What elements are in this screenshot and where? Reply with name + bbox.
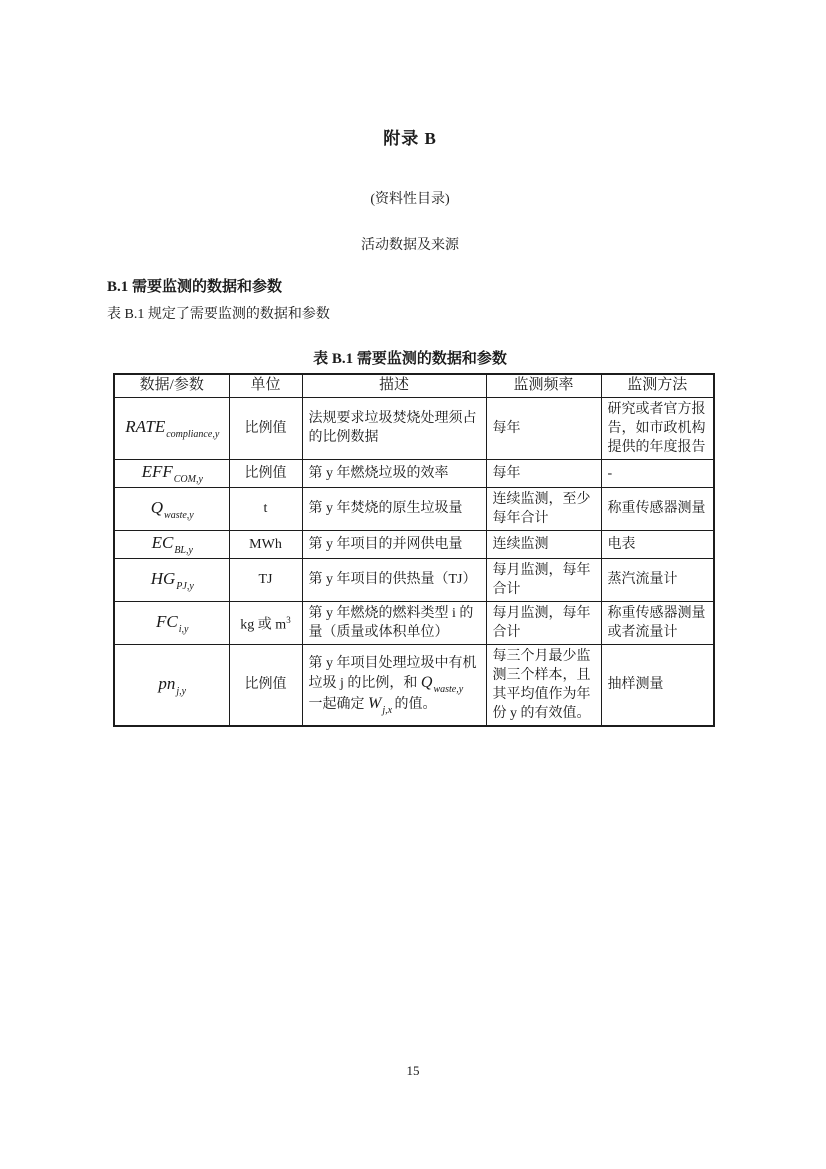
description-cell <box>302 644 486 726</box>
method-cell: 蒸汽流量计 <box>601 558 714 601</box>
table-row <box>114 644 714 726</box>
unit-cell: 比例值 <box>229 644 302 726</box>
frequency-cell: 连续监测 <box>486 530 601 558</box>
w-jx-formula: $W_{j,x}$ <box>368 695 393 716</box>
description-cell: 第 y 年项目的并网供电量 <box>302 530 486 558</box>
frequency-cell: 连续监测，至少每年合计 <box>486 487 601 530</box>
unit-cell: TJ <box>229 558 302 601</box>
section-intro: 表 B.1 规定了需要监测的数据和参数 <box>107 307 330 322</box>
frequency-cell: 每年 <box>486 397 601 459</box>
appendix-title: 附录 B <box>383 129 437 148</box>
parameter-formula: $FC_{i,y}$ <box>156 611 189 635</box>
description-text: 的值。 <box>391 697 437 712</box>
parameter-formula: $HG_{PJ,y}$ <box>150 568 194 592</box>
description-cell: 第 y 年燃烧垃圾的效率 <box>302 459 486 487</box>
parameter-formula: $EFF_{COM,y}$ <box>141 462 203 485</box>
description-text: 一起确定 <box>308 697 368 712</box>
method-cell: 抽样测量 <box>601 644 714 726</box>
unit-cell: kg 或 $m^3$ <box>229 601 302 644</box>
table-header-row <box>114 374 714 397</box>
param-cell <box>114 530 229 558</box>
param-cell <box>114 558 229 601</box>
frequency-cell: 每月监测，每年合计 <box>486 601 601 644</box>
frequency-cell: 每三个月最少监测三个样本，且其平均值作为年份 y 的有效值。 <box>486 644 601 726</box>
unit-cell: MWh <box>229 530 302 558</box>
description-cell: 法规要求垃圾焚烧处理须占的比例数据 <box>302 397 486 459</box>
table-row <box>114 601 714 644</box>
description-cell: 第 y 年燃烧的燃料类型 i 的量（质量或体积单位） <box>302 601 486 644</box>
subtitle-topic: 活动数据及来源 <box>361 238 459 253</box>
table-row <box>114 558 714 601</box>
subtitle-informative: (资料性目录) <box>370 192 450 207</box>
param-cell <box>114 644 229 726</box>
header-unit: 单位 <box>229 374 302 397</box>
table-row <box>114 530 714 558</box>
header-data-parameter: 数据/参数 <box>114 374 229 397</box>
parameter-formula: $EC_{BL,y}$ <box>151 533 193 556</box>
parameter-formula: $RATE_{compliance,y}$ <box>125 417 220 440</box>
table-row <box>114 459 714 487</box>
method-cell: 电表 <box>601 530 714 558</box>
unit-cell: 比例值 <box>229 459 302 487</box>
param-cell <box>114 487 229 530</box>
unit-cell: t <box>229 487 302 530</box>
section-heading: B.1 需要监测的数据和参数 <box>107 279 283 295</box>
method-cell: 研究或者官方报告，如市政机构提供的年度报告 <box>601 397 714 459</box>
frequency-cell: 每年 <box>486 459 601 487</box>
unit-cell: 比例值 <box>229 397 302 459</box>
description-cell: 第 y 年焚烧的原生垃圾量 <box>302 487 486 530</box>
parameter-formula: $Q_{waste,y}$ <box>150 497 194 521</box>
table-caption: 表 B.1 需要监测的数据和参数 <box>313 351 507 367</box>
description-cell: 第 y 年项目的供热量（TJ） <box>302 558 486 601</box>
description-text: 第 y 年项目处理垃圾中有机垃圾 j 的比例，和 <box>308 656 477 691</box>
page-number: 15 <box>406 1063 420 1078</box>
q-waste-formula: $Q_{waste,y}$ <box>420 674 464 695</box>
header-description: 描述 <box>302 374 486 397</box>
table-row <box>114 487 714 530</box>
param-cell <box>114 397 229 459</box>
header-monitoring-method: 监测方法 <box>601 374 714 397</box>
parameter-formula: $pn_{j,y}$ <box>158 673 187 697</box>
table-row <box>114 397 714 459</box>
cubic-superscript: 3 <box>286 614 291 625</box>
header-monitoring-frequency: 监测频率 <box>486 374 601 397</box>
method-cell: 称重传感器测量 <box>601 487 714 530</box>
frequency-cell: 每月监测，每年合计 <box>486 558 601 601</box>
monitoring-parameters-table <box>113 373 715 727</box>
method-cell: - <box>601 459 714 487</box>
method-cell: 称重传感器测量或者流量计 <box>601 601 714 644</box>
param-cell <box>114 601 229 644</box>
param-cell <box>114 459 229 487</box>
